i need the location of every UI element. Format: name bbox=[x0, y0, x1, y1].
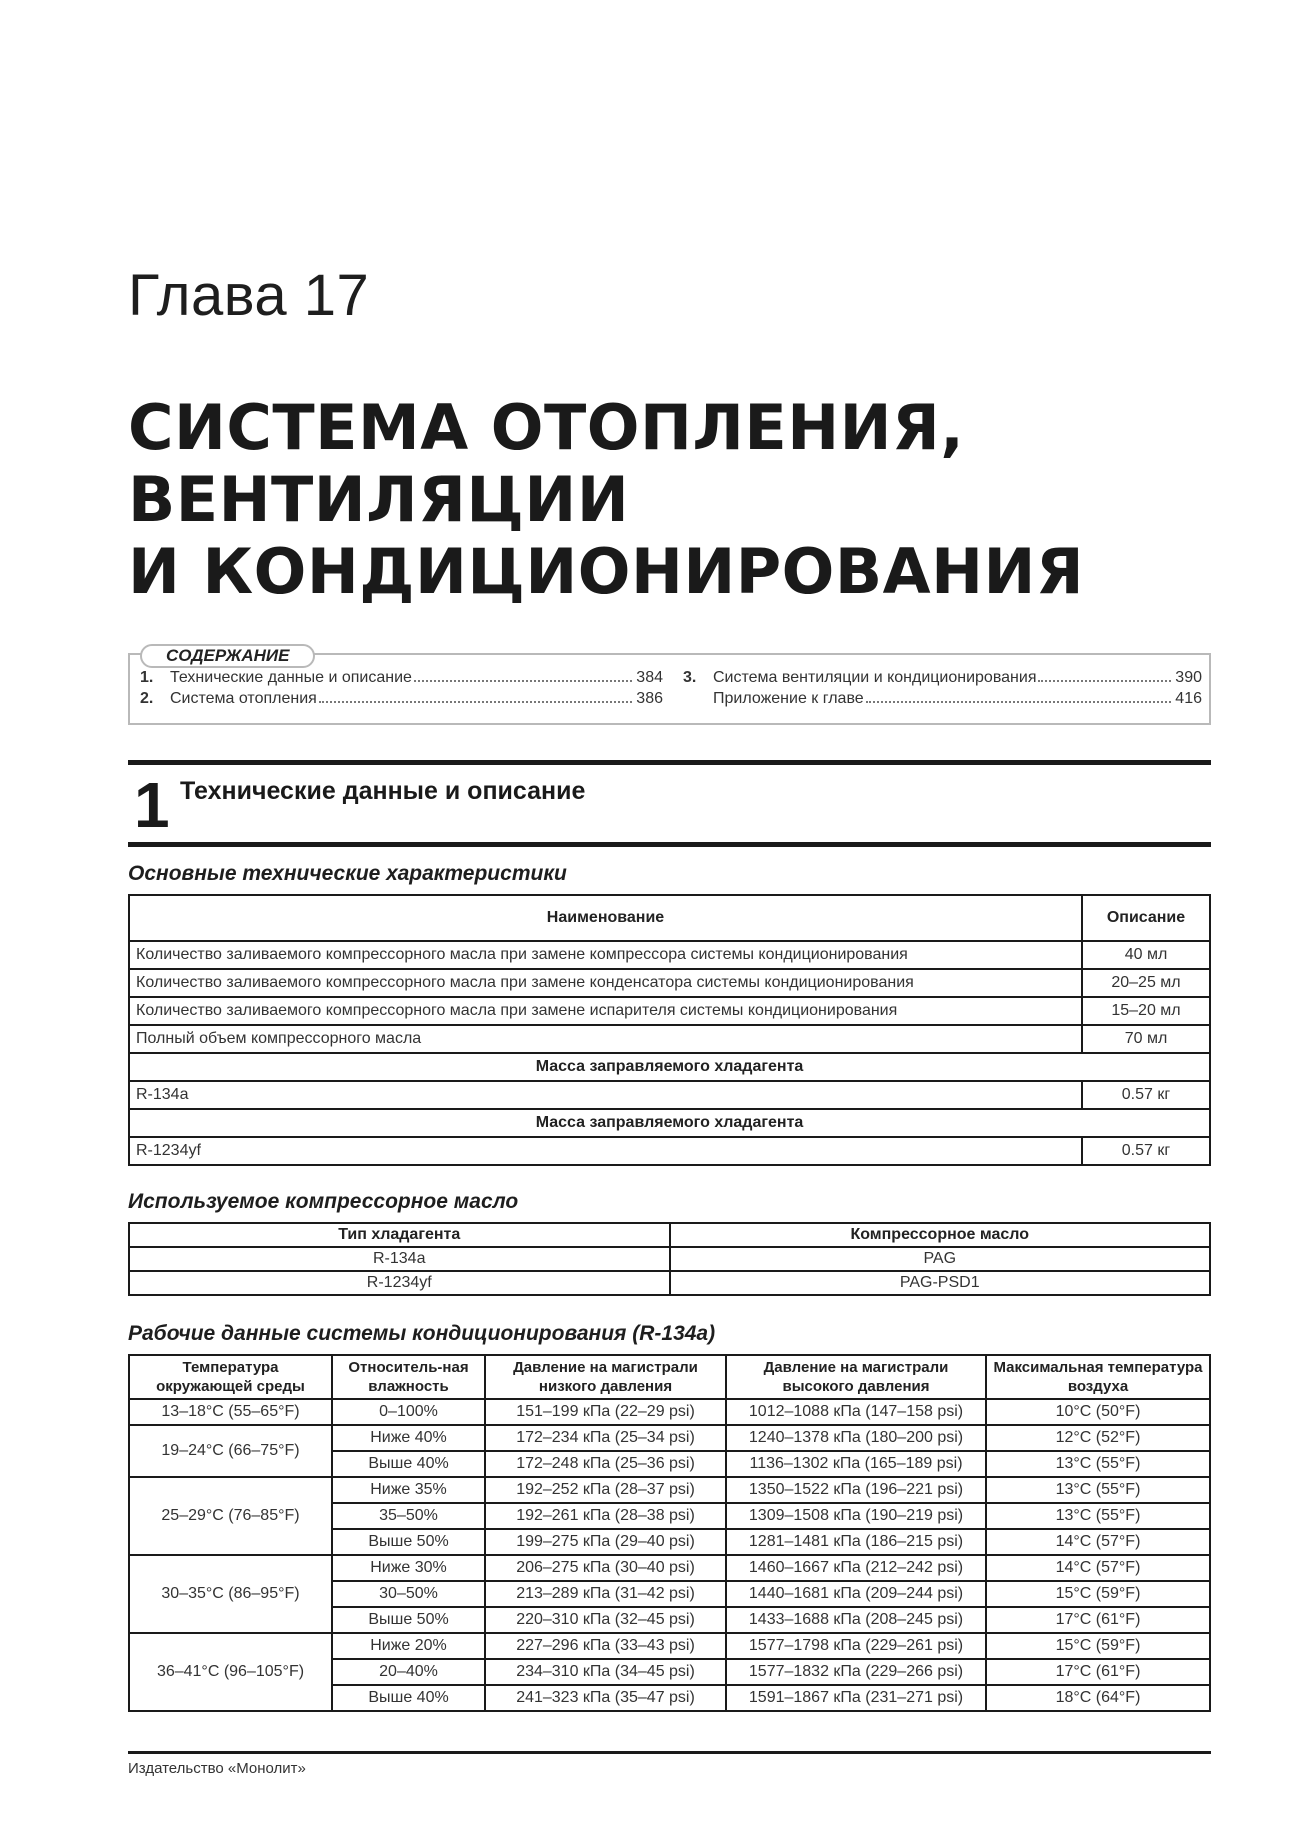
column-header: Тип хладагента bbox=[129, 1223, 670, 1247]
toc-item[interactable] bbox=[683, 690, 1202, 711]
toc-leader-dots bbox=[319, 701, 632, 703]
max-air-temp-cell: 14°C (57°F) bbox=[986, 1555, 1210, 1581]
column-header: Относитель-ная влажность bbox=[332, 1355, 485, 1399]
max-air-temp-cell: 12°C (52°F) bbox=[986, 1425, 1210, 1451]
column-header: Давление на магистрали низкого давления bbox=[485, 1355, 726, 1399]
table-row bbox=[129, 1399, 1210, 1425]
table-row bbox=[129, 969, 1210, 997]
spec-name-cell: Количество заливаемого компрессорного масла при замене конденсатора системы кондиционирования bbox=[129, 969, 1082, 997]
high-pressure-cell: 1440–1681 кПа (209–244 psi) bbox=[726, 1581, 986, 1607]
table-header-row bbox=[129, 895, 1210, 941]
ambient-temp-cell: 13–18°C (55–65°F) bbox=[129, 1399, 332, 1425]
table-row bbox=[129, 1633, 1210, 1659]
oil-cell: PAG-PSD1 bbox=[670, 1271, 1211, 1295]
column-header: Давление на магистрали высокого давления bbox=[726, 1355, 986, 1399]
humidity-cell: 30–50% bbox=[332, 1581, 485, 1607]
table-group-row bbox=[129, 1109, 1210, 1137]
max-air-temp-cell: 13°C (55°F) bbox=[986, 1477, 1210, 1503]
ac-data-table bbox=[128, 1354, 1211, 1712]
humidity-cell: Выше 40% bbox=[332, 1451, 485, 1477]
spec-value-cell: 20–25 мл bbox=[1082, 969, 1210, 997]
humidity-cell: Ниже 30% bbox=[332, 1555, 485, 1581]
table-row bbox=[129, 1425, 1210, 1451]
spec-value-cell: 0.57 кг bbox=[1082, 1081, 1210, 1109]
low-pressure-cell: 234–310 кПа (34–45 psi) bbox=[485, 1659, 726, 1685]
spec-value-cell: 15–20 мл bbox=[1082, 997, 1210, 1025]
spec-name-cell: Количество заливаемого компрессорного масла при замене испарителя системы кондиционирования bbox=[129, 997, 1082, 1025]
toc-label: СОДЕРЖАНИЕ bbox=[140, 644, 315, 668]
toc-item-page: 386 bbox=[636, 690, 663, 707]
ac-heading: Рабочие данные системы кондиционирования (R-134a) bbox=[128, 1322, 716, 1345]
table-row bbox=[129, 997, 1210, 1025]
low-pressure-cell: 172–248 кПа (25–36 psi) bbox=[485, 1451, 726, 1477]
max-air-temp-cell: 18°C (64°F) bbox=[986, 1685, 1210, 1711]
high-pressure-cell: 1460–1667 кПа (212–242 psi) bbox=[726, 1555, 986, 1581]
low-pressure-cell: 206–275 кПа (30–40 psi) bbox=[485, 1555, 726, 1581]
section-number: 1 bbox=[134, 769, 170, 841]
high-pressure-cell: 1309–1508 кПа (190–219 psi) bbox=[726, 1503, 986, 1529]
section-title: Технические данные и описание bbox=[180, 777, 586, 805]
table-group-row bbox=[129, 1053, 1210, 1081]
high-pressure-cell: 1350–1522 кПа (196–221 psi) bbox=[726, 1477, 986, 1503]
table-row bbox=[129, 1271, 1210, 1295]
column-header: Наименование bbox=[129, 895, 1082, 941]
ambient-temp-cell: 30–35°C (86–95°F) bbox=[129, 1555, 332, 1633]
max-air-temp-cell: 14°C (57°F) bbox=[986, 1529, 1210, 1555]
toc-leader-dots bbox=[1038, 680, 1171, 682]
toc-column bbox=[140, 669, 663, 711]
low-pressure-cell: 192–252 кПа (28–37 psi) bbox=[485, 1477, 726, 1503]
low-pressure-cell: 151–199 кПа (22–29 psi) bbox=[485, 1399, 726, 1425]
ambient-temp-cell: 25–29°C (76–85°F) bbox=[129, 1477, 332, 1555]
spec-name-cell: R-1234yf bbox=[129, 1137, 1082, 1165]
toc-item-page: 390 bbox=[1175, 669, 1202, 686]
table-row bbox=[129, 1137, 1210, 1165]
column-header: Температура окружающей среды bbox=[129, 1355, 332, 1399]
humidity-cell: Ниже 35% bbox=[332, 1477, 485, 1503]
spec-value-cell: 0.57 кг bbox=[1082, 1137, 1210, 1165]
table-row bbox=[129, 1555, 1210, 1581]
chapter-title bbox=[128, 392, 1228, 608]
low-pressure-cell: 241–323 кПа (35–47 psi) bbox=[485, 1685, 726, 1711]
footer-divider bbox=[128, 1751, 1211, 1754]
low-pressure-cell: 227–296 кПа (33–43 psi) bbox=[485, 1633, 726, 1659]
oil-heading: Используемое компрессорное масло bbox=[128, 1190, 519, 1213]
high-pressure-cell: 1136–1302 кПа (165–189 psi) bbox=[726, 1451, 986, 1477]
humidity-cell: Выше 50% bbox=[332, 1607, 485, 1633]
chapter-title-line: ВЕНТИЛЯЦИИ bbox=[128, 463, 630, 536]
ambient-temp-cell: 19–24°C (66–75°F) bbox=[129, 1425, 332, 1477]
group-header-cell: Масса заправляемого хладагента bbox=[129, 1053, 1210, 1081]
toc-item-label: Приложение к главе bbox=[713, 690, 864, 707]
toc-item[interactable] bbox=[140, 669, 663, 690]
max-air-temp-cell: 17°C (61°F) bbox=[986, 1659, 1210, 1685]
toc-leader-dots bbox=[866, 701, 1172, 703]
section-divider bbox=[128, 842, 1211, 847]
chapter-title-line: СИСТЕМА ОТОПЛЕНИЯ, bbox=[128, 391, 965, 464]
toc-item-number: 1. bbox=[140, 669, 154, 686]
table-header-row bbox=[129, 1223, 1210, 1247]
table-row bbox=[129, 1081, 1210, 1109]
chapter-title-line: И КОНДИЦИОНИРОВАНИЯ bbox=[128, 535, 1085, 608]
spec-heading: Основные технические характеристики bbox=[128, 862, 567, 885]
max-air-temp-cell: 15°C (59°F) bbox=[986, 1581, 1210, 1607]
high-pressure-cell: 1281–1481 кПа (186–215 psi) bbox=[726, 1529, 986, 1555]
max-air-temp-cell: 15°C (59°F) bbox=[986, 1633, 1210, 1659]
humidity-cell: Ниже 20% bbox=[332, 1633, 485, 1659]
group-header-cell: Масса заправляемого хладагента bbox=[129, 1109, 1210, 1137]
oil-table bbox=[128, 1222, 1211, 1296]
humidity-cell: 0–100% bbox=[332, 1399, 485, 1425]
max-air-temp-cell: 13°C (55°F) bbox=[986, 1451, 1210, 1477]
table-header-row bbox=[129, 1355, 1210, 1399]
toc-column bbox=[683, 669, 1202, 711]
spec-value-cell: 70 мл bbox=[1082, 1025, 1210, 1053]
high-pressure-cell: 1577–1798 кПа (229–261 psi) bbox=[726, 1633, 986, 1659]
max-air-temp-cell: 17°C (61°F) bbox=[986, 1607, 1210, 1633]
low-pressure-cell: 172–234 кПа (25–34 psi) bbox=[485, 1425, 726, 1451]
humidity-cell: Ниже 40% bbox=[332, 1425, 485, 1451]
table-row bbox=[129, 941, 1210, 969]
ambient-temp-cell: 36–41°C (96–105°F) bbox=[129, 1633, 332, 1711]
high-pressure-cell: 1577–1832 кПа (229–266 psi) bbox=[726, 1659, 986, 1685]
high-pressure-cell: 1591–1867 кПа (231–271 psi) bbox=[726, 1685, 986, 1711]
oil-cell: PAG bbox=[670, 1247, 1211, 1271]
humidity-cell: Выше 50% bbox=[332, 1529, 485, 1555]
low-pressure-cell: 213–289 кПа (31–42 psi) bbox=[485, 1581, 726, 1607]
section-divider bbox=[128, 760, 1211, 765]
chapter-label: Глава 17 bbox=[128, 263, 370, 328]
column-header: Максимальная температура воздуха bbox=[986, 1355, 1210, 1399]
spec-name-cell: Количество заливаемого компрессорного масла при замене компрессора системы кондиционирования bbox=[129, 941, 1082, 969]
high-pressure-cell: 1012–1088 кПа (147–158 psi) bbox=[726, 1399, 986, 1425]
toc-item-label: Технические данные и описание bbox=[170, 669, 412, 686]
toc-item-number: 2. bbox=[140, 690, 154, 707]
max-air-temp-cell: 13°C (55°F) bbox=[986, 1503, 1210, 1529]
toc-item[interactable] bbox=[683, 669, 1202, 690]
toc-item-page: 416 bbox=[1175, 690, 1202, 707]
publisher-footer: Издательство «Монолит» bbox=[128, 1760, 306, 1777]
column-header: Компрессорное масло bbox=[670, 1223, 1211, 1247]
low-pressure-cell: 220–310 кПа (32–45 psi) bbox=[485, 1607, 726, 1633]
max-air-temp-cell: 10°C (50°F) bbox=[986, 1399, 1210, 1425]
table-of-contents bbox=[128, 646, 1211, 725]
spec-name-cell: Полный объем компрессорного масла bbox=[129, 1025, 1082, 1053]
low-pressure-cell: 199–275 кПа (29–40 psi) bbox=[485, 1529, 726, 1555]
toc-item-label: Система вентиляции и кондиционирования bbox=[713, 669, 1037, 686]
table-row bbox=[129, 1025, 1210, 1053]
toc-item[interactable] bbox=[140, 690, 663, 711]
low-pressure-cell: 192–261 кПа (28–38 psi) bbox=[485, 1503, 726, 1529]
spec-value-cell: 40 мл bbox=[1082, 941, 1210, 969]
table-row bbox=[129, 1477, 1210, 1503]
humidity-cell: 35–50% bbox=[332, 1503, 485, 1529]
humidity-cell: Выше 40% bbox=[332, 1685, 485, 1711]
toc-item-page: 384 bbox=[636, 669, 663, 686]
refrigerant-cell: R-1234yf bbox=[129, 1271, 670, 1295]
high-pressure-cell: 1433–1688 кПа (208–245 psi) bbox=[726, 1607, 986, 1633]
refrigerant-cell: R-134a bbox=[129, 1247, 670, 1271]
toc-item-number: 3. bbox=[683, 669, 697, 686]
humidity-cell: 20–40% bbox=[332, 1659, 485, 1685]
spec-table bbox=[128, 894, 1211, 1166]
high-pressure-cell: 1240–1378 кПа (180–200 psi) bbox=[726, 1425, 986, 1451]
ac-table-body bbox=[129, 1399, 1210, 1711]
toc-leader-dots bbox=[414, 680, 632, 682]
column-header: Описание bbox=[1082, 895, 1210, 941]
toc-item-label: Система отопления bbox=[170, 690, 317, 707]
spec-name-cell: R-134a bbox=[129, 1081, 1082, 1109]
table-row bbox=[129, 1247, 1210, 1271]
